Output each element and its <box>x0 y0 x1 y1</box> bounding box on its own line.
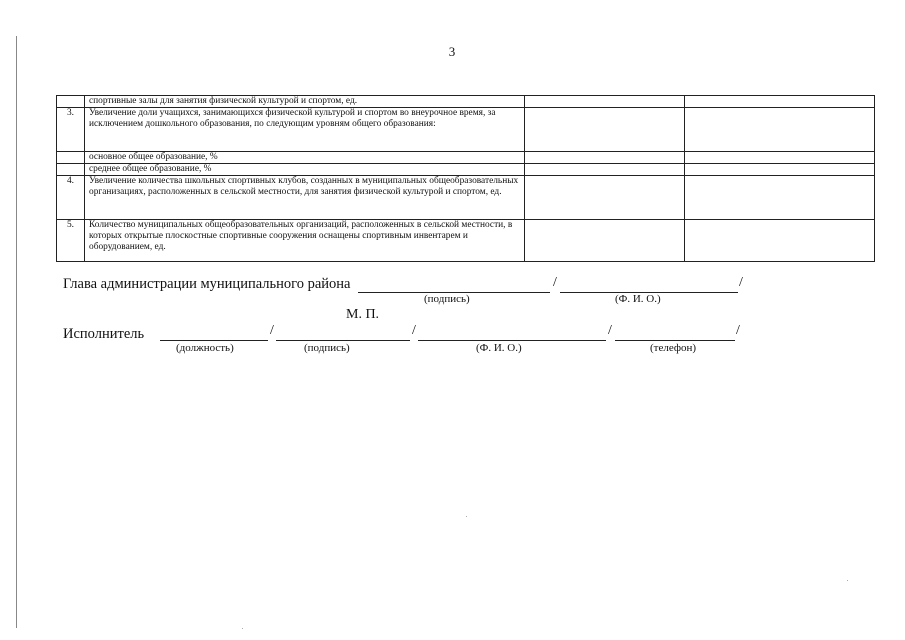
separator-slash: / <box>270 323 274 338</box>
table-row <box>57 176 875 220</box>
scan-speck <box>466 516 467 517</box>
row-number <box>57 152 85 164</box>
value-cell <box>685 108 875 152</box>
caption-full-name: (Ф. И. О.) <box>476 342 522 354</box>
value-cell <box>685 96 875 108</box>
table-row <box>57 220 875 262</box>
value-cell <box>685 164 875 176</box>
row-text: Увеличение доли учащихся, занимающихся физической культурой и спортом во внеурочное время, за исключением дошкольного образования, по следующим уровням общего образования: <box>85 108 525 152</box>
page-number: 3 <box>448 44 456 59</box>
table-row <box>57 164 875 176</box>
full-name-line <box>418 340 606 341</box>
value-cell <box>525 164 685 176</box>
separator-slash: / <box>736 323 740 338</box>
row-text: среднее общее образование, % <box>85 164 525 176</box>
separator-slash: / <box>553 275 557 290</box>
value-cell <box>685 176 875 220</box>
value-cell <box>525 96 685 108</box>
scan-speck <box>847 580 848 581</box>
table-row <box>57 152 875 164</box>
table-row <box>57 96 875 108</box>
indicators-table <box>56 95 875 262</box>
caption-full-name: (Ф. И. О.) <box>615 293 661 305</box>
value-cell <box>685 220 875 262</box>
separator-slash: / <box>739 275 743 290</box>
caption-signature: (подпись) <box>304 342 350 354</box>
value-cell <box>525 220 685 262</box>
row-text: Количество муниципальных общеобразовательных организаций, расположенных в сельской местности, в которых открытые плоскостные спортивные сооружения оснащены спортивным инвентарем и оборудованием, ед. <box>85 220 525 262</box>
row-text: спортивные залы для занятия физической культурой и спортом, ед. <box>85 96 525 108</box>
row-text: основное общее образование, % <box>85 152 525 164</box>
row-text: Увеличение количества школьных спортивных клубов, созданных в муниципальных общеобразовательных организациях, расположенных в сельской местности, для занятия физической культурой и спортом, ед. <box>85 176 525 220</box>
caption-position: (должность) <box>176 342 234 354</box>
caption-phone: (телефон) <box>650 342 697 354</box>
value-cell <box>685 152 875 164</box>
scan-speck <box>242 628 243 629</box>
value-cell <box>525 108 685 152</box>
value-cell <box>525 152 685 164</box>
caption-signature: (подпись) <box>424 293 470 305</box>
row-number: 3. <box>57 108 85 152</box>
row-number <box>57 96 85 108</box>
executor-label: Исполнитель <box>63 326 145 342</box>
signature-line <box>276 340 410 341</box>
row-number: 5. <box>57 220 85 262</box>
position-line <box>160 340 268 341</box>
head-of-administration-label: Глава администрации муниципального района <box>63 276 351 292</box>
value-cell <box>525 176 685 220</box>
table-row <box>57 108 875 152</box>
page-edge-line <box>16 36 17 628</box>
separator-slash: / <box>412 323 416 338</box>
row-number <box>57 164 85 176</box>
stamp-place-label: М. П. <box>346 307 380 322</box>
phone-line <box>615 340 735 341</box>
separator-slash: / <box>608 323 612 338</box>
row-number: 4. <box>57 176 85 220</box>
